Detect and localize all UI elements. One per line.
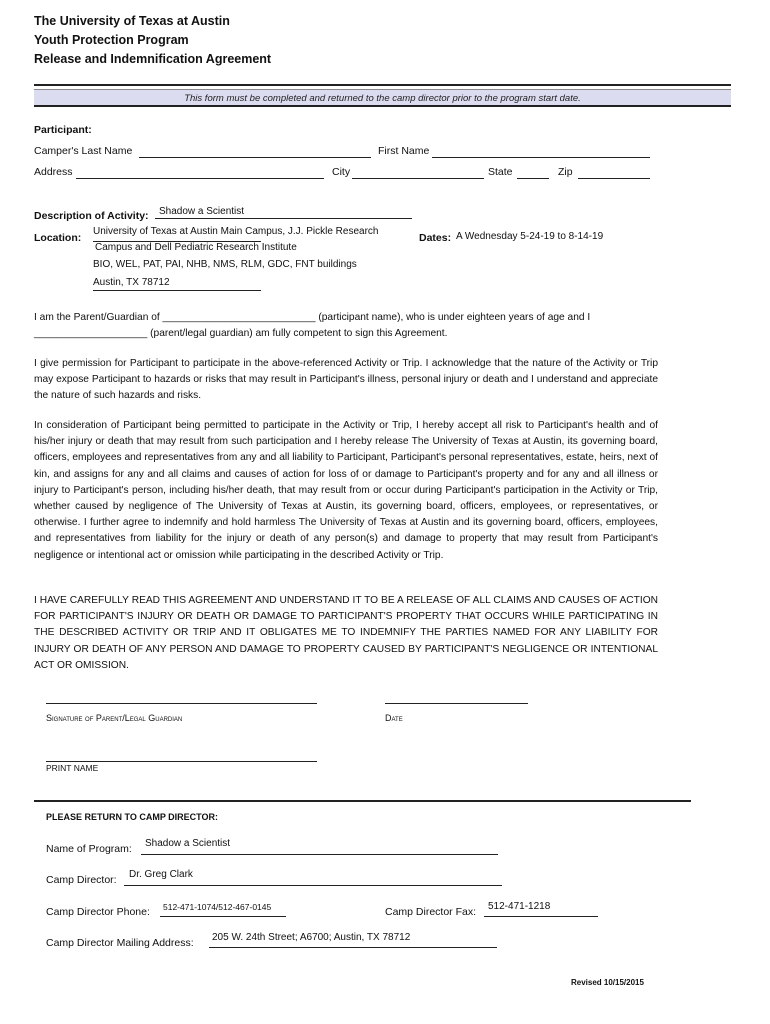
guardian-statement-line1: I am the Parent/Guardian of ___________________________ (participant name), who is under eighteen years of age and I — [34, 312, 591, 323]
director-value: Dr. Greg Clark — [129, 869, 193, 880]
location-line-1: University of Texas at Austin Main Campus, J.J. Pickle Research — [93, 226, 379, 237]
mail-label: Camp Director Mailing Address: — [46, 937, 194, 949]
zip-label: Zip — [558, 166, 573, 178]
address-label: Address — [34, 166, 73, 178]
location-label: Location: — [34, 232, 82, 244]
program-label: Name of Program: — [46, 843, 132, 855]
signature-label: Signature of Parent/Legal Guardian — [46, 713, 183, 723]
last-name-field[interactable] — [139, 146, 371, 158]
return-section-rule — [34, 800, 691, 802]
director-label: Camp Director: — [46, 874, 117, 886]
fax-label: Camp Director Fax: — [385, 906, 477, 918]
print-name-line[interactable] — [46, 761, 317, 762]
release-paragraph: In consideration of Participant being permitted to participate in the Activity or Trip, I hereby accept all risk to Participant's health and of his/her injury or death that may result from such participation and I hereby release The University of Texas at Austin, its governing board, officers, employees and representatives from any and all liability to Participant, Participant's personal representatives, estate, heirs, next of kin, and assigns for any and all claims and causes of action for loss of or damage to Participant's property and for any and all illness or injury to Participant's person, including his/her death, that may result from or occur during Participant's participation in the Activity or Trip, whether caused by negligence of The University of Texas at Austin, its governing board, officers, employees, or representatives, or otherwise. I further agree to indemnify and hold harmless The University of Texas at Austin and its governing board, officers, employees, and representatives from liability for the injury or death of any person(s) and damage to property that may result from Participant's negligence or intentional act or omission while participating in the described Activity or Trip. — [34, 420, 658, 561]
return-heading: PLEASE RETURN TO CAMP DIRECTOR: — [46, 812, 219, 822]
phone-value: 512-471-1074/512-467-0145 — [163, 902, 272, 912]
location-line-3: BIO, WEL, PAT, PAI, NHB, NMS, RLM, GDC, FNT buildings — [93, 259, 357, 270]
location-line-4: Austin, TX 78712 — [93, 277, 170, 288]
guardian-statement-line2: ____________________ (parent/legal guardian) am fully competent to sign this Agreement. — [34, 328, 448, 339]
revised-date: Revised 10/15/2015 — [571, 978, 644, 987]
header-title-agreement: Release and Indemnification Agreement — [34, 52, 272, 66]
location-field-underline-1 — [93, 230, 261, 242]
print-name-label: PRINT NAME — [46, 763, 99, 773]
city-field[interactable] — [352, 167, 484, 179]
phone-label: Camp Director Phone: — [46, 906, 150, 918]
signature-line[interactable] — [46, 703, 317, 704]
fax-value: 512-471-1218 — [488, 901, 551, 912]
description-value: Shadow a Scientist — [159, 206, 245, 217]
last-name-label: Camper's Last Name — [34, 145, 133, 157]
date-label: Date — [385, 713, 403, 723]
participant-heading: Participant: — [34, 124, 92, 136]
dates-label: Dates: — [419, 232, 452, 244]
state-field[interactable] — [517, 167, 549, 179]
description-label: Description of Activity: — [34, 210, 149, 222]
program-value: Shadow a Scientist — [145, 838, 231, 849]
location-field-underline-2 — [93, 279, 261, 291]
instruction-banner: This form must be completed and returned to the camp director prior to the program start date. — [34, 89, 731, 107]
first-name-label: First Name — [378, 145, 430, 157]
state-label: State — [488, 166, 513, 178]
city-label: City — [332, 166, 351, 178]
header-title-university: The University of Texas at Austin — [34, 14, 230, 28]
date-line[interactable] — [385, 703, 528, 704]
header-rule — [34, 84, 731, 86]
dates-value: A Wednesday 5-24-19 to 8-14-19 — [456, 231, 604, 242]
acknowledgement-paragraph: I HAVE CAREFULLY READ THIS AGREEMENT AND UNDERSTAND IT TO BE A RELEASE OF ALL CLAIMS AND CAUSES OF ACTION FOR PARTICIPANT'S INJURY OR DEATH OR DAMAGE TO PARTICIPANT'S PROPERTY THAT OCCURS WHILE PARTICIPATING IN THE DESCRIBED ACTIVITY OR TRIP AND IT OBLIGATES ME TO INDEMNIFY THE PARTIES NAMED FOR ANY LIABILITY FOR INJURY OR DEATH OF ANY PERSON AND DAMAGE TO PROPERTY CAUSED BY PARTICIPANT'S NEGLIGENCE OR INTENTIONAL ACT OR OMISSION. — [34, 595, 658, 671]
location-line-2: Campus and Dell Pediatric Research Institute — [95, 242, 297, 253]
permission-paragraph: I give permission for Participant to participate in the above-referenced Activity or Trip. I acknowledge that the nature of the Activity or Trip may expose Participant to hazards or risks that may result in Participant's illness, personal injury or death and I understand and appreciate the nature of such hazards and risks. — [34, 358, 658, 402]
header-title-program: Youth Protection Program — [34, 33, 189, 47]
address-field[interactable] — [76, 167, 324, 179]
first-name-field[interactable] — [432, 146, 650, 158]
zip-field[interactable] — [578, 167, 650, 179]
mail-value: 205 W. 24th Street; A6700; Austin, TX 78712 — [212, 932, 411, 943]
